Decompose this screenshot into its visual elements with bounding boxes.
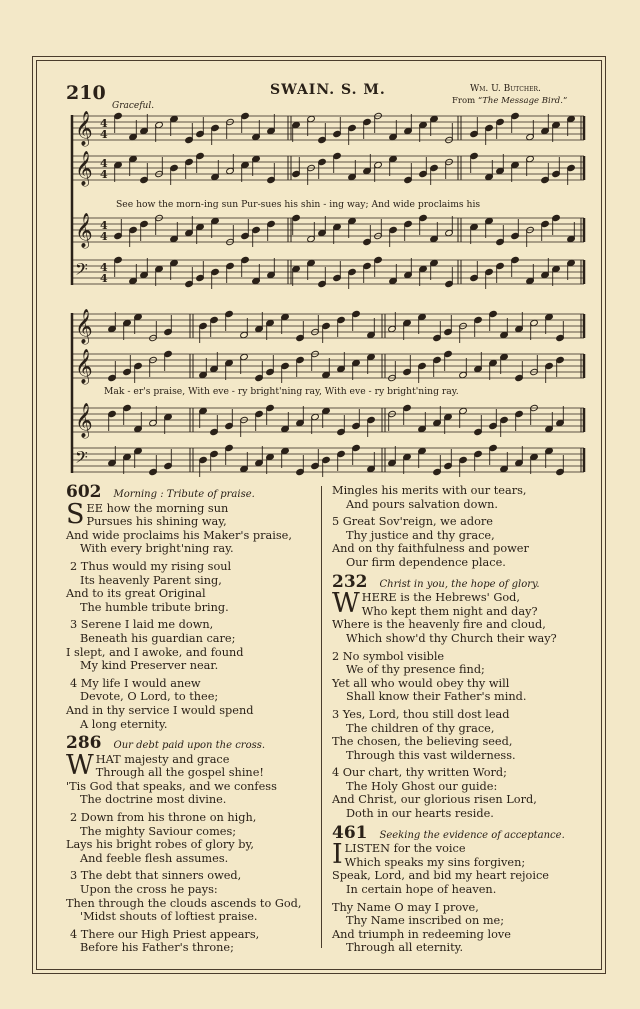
left-column: [66, 484, 316, 955]
hymn-number: 461: [332, 822, 368, 843]
verse-line: 2 Thus would my rising soul: [70, 559, 232, 573]
verse-line: We of thy presence find;: [346, 663, 485, 677]
verse-line: Thy Name inscribed on me;: [346, 914, 505, 928]
treble-clef: 𝄞: [75, 403, 93, 438]
verse-line: And feeble flesh assumes.: [80, 851, 229, 865]
hymn-286-header: [66, 733, 316, 754]
hymn-602-stanza-1: [66, 498, 316, 556]
verse-line: Before his Father's throne;: [80, 941, 234, 955]
treble-clef: 𝄞: [75, 111, 93, 146]
treble-clef: 𝄞: [75, 213, 93, 248]
drop-cap: S: [66, 498, 85, 530]
verse-line: 4 There our High Priest appears,: [70, 927, 260, 941]
hymn-286-stanza-4: [66, 928, 316, 955]
verse-line: Thy Name O may I prove,: [332, 900, 479, 914]
verse-line: Through all eternity.: [346, 941, 464, 955]
hymn-topic: Morning : Tribute of praise.: [113, 489, 255, 500]
hymn-232-stanza-2: [332, 650, 594, 704]
treble-clef: 𝄞: [75, 309, 93, 344]
music-score: [0, 0, 640, 480]
page-number: 210: [66, 82, 106, 104]
hymn-number: 602: [66, 482, 102, 502]
verse-line: HERE is the Hebrews' God,: [361, 591, 520, 605]
bass-clef: 𝄢: [75, 259, 88, 283]
drop-cap: I: [332, 839, 343, 871]
time-signature: 4: [100, 157, 108, 170]
verse-line: With every bright'ning ray.: [80, 542, 234, 556]
verse-line: And Christ, our glorious risen Lord,: [332, 793, 537, 807]
column-divider: [321, 486, 322, 948]
lyrics-system-2: Mak - er's praise, With eve - ry bright'ning ray, With eve - ry bright'ning ray.: [104, 386, 459, 397]
verse-line: Then through the clouds ascends to God,: [66, 896, 302, 910]
hymn-topic: Seeking the evidence of acceptance.: [379, 829, 565, 841]
verse-line: The doctrine most divine.: [80, 793, 227, 807]
tempo-marking: Graceful.: [112, 101, 155, 111]
verse-line: 4 My life I would anew: [70, 676, 201, 690]
hymn-602-stanza-4: [66, 677, 316, 731]
verse-line: The mighty Saviour comes;: [80, 824, 237, 838]
verse-line: LISTEN for the voice: [344, 842, 466, 856]
treble-clef: 𝄞: [75, 151, 93, 186]
drop-cap: W: [66, 749, 94, 781]
verse-line: In certain hope of heaven.: [346, 883, 497, 897]
treble-clef: 𝄞: [75, 349, 93, 384]
hymn-232-stanza-3: [332, 708, 594, 762]
verse-line: Beneath his guardian care;: [80, 631, 236, 645]
verse-line: Yet all who would obey thy will: [332, 676, 510, 690]
hymn-461-header: [332, 822, 594, 843]
verse-line: And on thy faithfulness and power: [332, 542, 529, 556]
hymn-232-header: [332, 571, 594, 592]
time-signature: 4: [100, 168, 108, 181]
verse-line: 'Midst shouts of loftiest praise.: [80, 910, 258, 924]
time-signature: 4: [100, 230, 108, 243]
verse-line: A long eternity.: [80, 717, 168, 731]
verse-line: Shall know their Father's mind.: [346, 690, 527, 704]
verse-line: Through this vast wilderness.: [346, 748, 516, 762]
verse-line: Upon the cross he pays:: [80, 883, 218, 897]
hymn-602-stanza-2: [66, 560, 316, 614]
verse-line: 3 The debt that sinners owed,: [70, 869, 242, 883]
hymn-232-stanza-4: [332, 766, 594, 820]
verse-line: And pours salvation down.: [346, 497, 499, 511]
verse-line: Through all the gospel shine!: [95, 766, 264, 780]
verse-line: And triumph in redeeming love: [332, 927, 511, 941]
verse-line: 2 No symbol visible: [332, 649, 445, 663]
verse-line: 3 Yes, Lord, thou still dost lead: [332, 707, 510, 721]
verse-line: 3 Serene I laid me down,: [70, 618, 214, 632]
hymn-286-continuation: [332, 484, 594, 570]
time-signature: 4: [100, 272, 108, 285]
time-signature: 4: [100, 117, 108, 130]
verse-line: 2 Down from his throne on high,: [70, 811, 257, 825]
verse-line: 'Tis God that speaks, and we confess: [66, 779, 277, 793]
hymn-461-stanza-1: [332, 839, 594, 897]
hymn-number: 286: [66, 733, 102, 754]
right-column: [332, 484, 594, 955]
verse-line: And wide proclaims his Maker's praise,: [66, 528, 292, 542]
verse-line: HAT majesty and grace: [95, 752, 230, 766]
verse-line: Who kept them night and day?: [361, 604, 538, 618]
time-signature: 4: [100, 219, 108, 232]
verse-line: Its heavenly Parent sing,: [80, 573, 222, 587]
verse-line: Which speaks my sins forgiven;: [344, 855, 526, 869]
verse-line: Pursues his shining way,: [86, 515, 227, 529]
verse-line: I slept, and I awoke, and found: [66, 645, 244, 659]
verse-line: My kind Preserver near.: [80, 659, 219, 673]
verse-line: And to its great Original: [66, 587, 206, 601]
lyrics-system-1: See how the morn-ing sun Pur-sues his shin - ing way; And wide proclaims his: [116, 199, 481, 210]
hymn-461-stanza-2: [332, 901, 594, 955]
hymn-286-stanza-2: [66, 811, 316, 865]
source-credit: From “The Message Bird.”: [452, 96, 568, 106]
verse-line: EE how the morning sun: [86, 501, 229, 515]
hymn-topic: Our debt paid upon the cross.: [113, 740, 266, 752]
verse-line: Mingles his merits with our tears,: [332, 484, 527, 497]
tune-title: SWAIN. S. M.: [270, 82, 386, 98]
hymn-602-header: [66, 482, 316, 502]
verse-line: The Holy Ghost our guide:: [346, 779, 498, 793]
verse-line: Speak, Lord, and bid my heart rejoice: [332, 869, 549, 883]
hymn-232-stanza-1: [332, 588, 594, 645]
hymn-topic: Christ in you, the hope of glory.: [379, 578, 540, 590]
verse-line: Our firm dependence place.: [346, 555, 506, 569]
verse-line: Which show'd thy Church their way?: [346, 631, 557, 645]
bass-clef: 𝄢: [75, 447, 88, 471]
verse-line: Doth in our hearts reside.: [346, 807, 494, 821]
hymn-602-stanza-3: [66, 618, 316, 672]
verse-line: And in thy service I would spend: [66, 703, 254, 717]
drop-cap: W: [332, 588, 360, 620]
verse-line: The children of thy grace,: [346, 721, 495, 735]
verse-line: Where is the heavenly fire and cloud,: [332, 618, 546, 632]
verse-line: The chosen, the believing seed,: [332, 735, 513, 749]
verse-line: Lays his bright robes of glory by,: [66, 838, 254, 852]
verse-line: Devote, O Lord, to thee;: [80, 690, 219, 704]
verse-line: 5 Great Sov'reign, we adore: [332, 515, 493, 529]
hymn-286-stanza-1: [66, 749, 316, 807]
time-signature: 4: [100, 261, 108, 274]
hymn-286-stanza-3: [66, 869, 316, 923]
hymn-number: 232: [332, 571, 368, 592]
composer-credit: Wm. U. Butcher.: [470, 84, 541, 94]
verse-line: 4 Our chart, thy written Word;: [332, 766, 507, 780]
verse-line: Thy justice and thy grace,: [346, 528, 495, 542]
time-signature: 4: [100, 128, 108, 141]
verse-line: The humble tribute bring.: [80, 600, 229, 614]
